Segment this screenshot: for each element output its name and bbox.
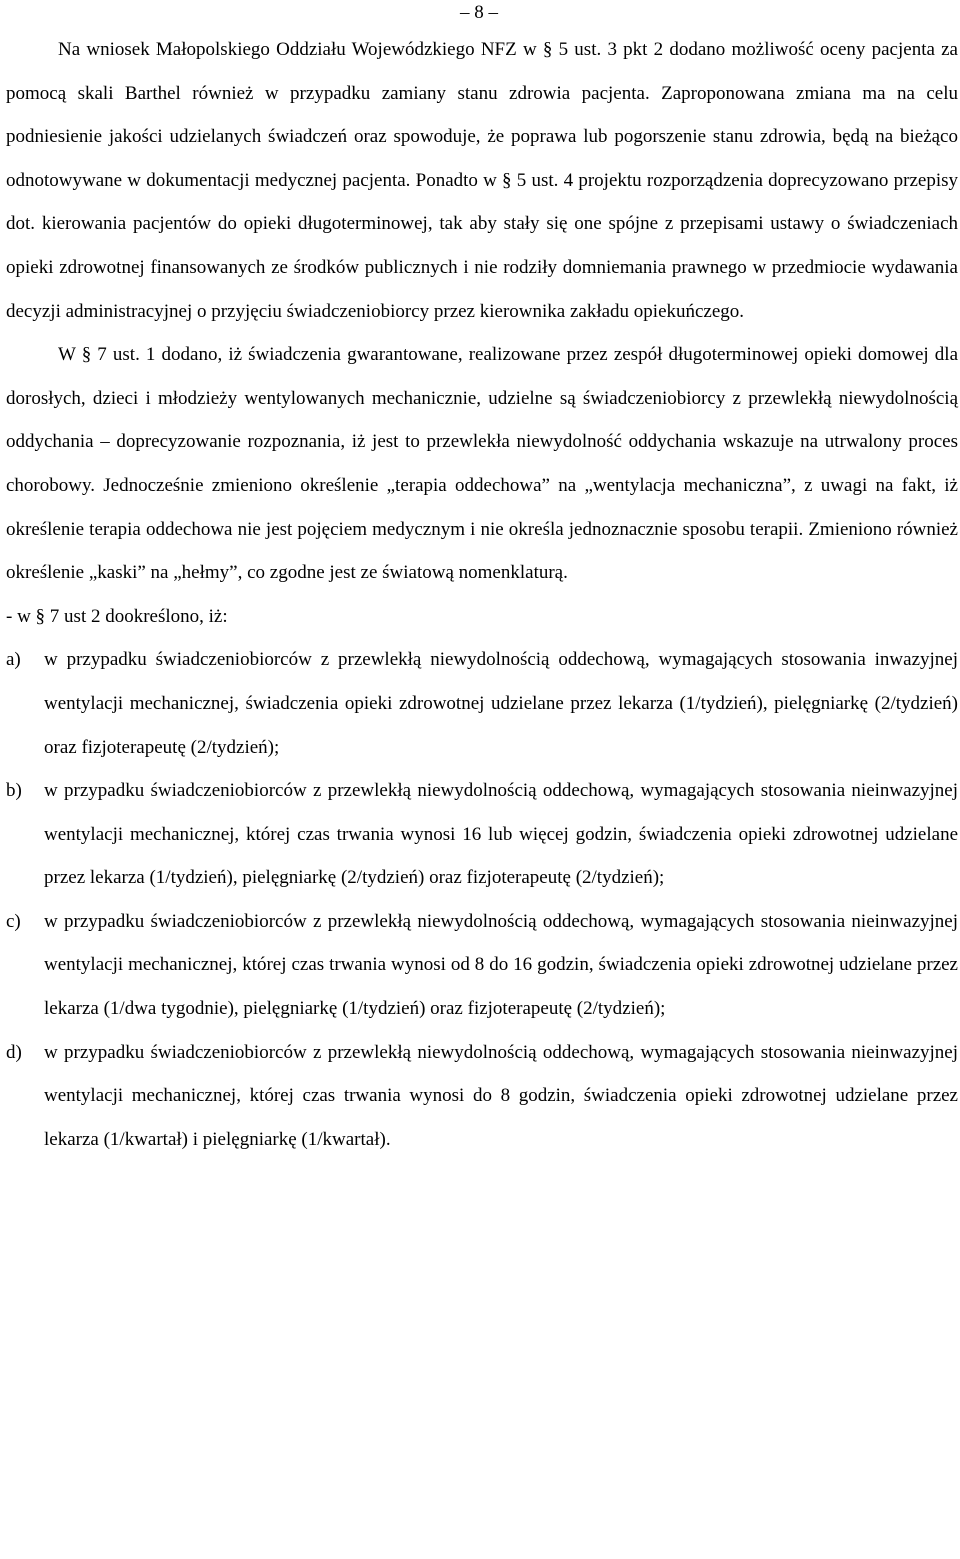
document-page <box>6 0 958 1150</box>
list-item-text: w przypadku świadczeniobiorców z przewlekłą niewydolnością oddechową, wymagających stosowania nieinwazyjnej wentylacji mechanicznej, której czas trwania wynosi do 8 godzin, świadczenia opieki zdrowotnej udzielane przez lekarza (1/kwartał) i pielęgniarkę (1/kwartał). <box>44 1041 958 1150</box>
page-number <box>6 0 958 26</box>
list-item-text: w przypadku świadczeniobiorców z przewlekłą niewydolnością oddechową, wymagających stosowania nieinwazyjnej wentylacji mechanicznej, której czas trwania wynosi od 8 do 16 godzin, świadczenia opieki zdrowotnej udzielane przez lekarza (1/dwa tygodnie), pielęgniarkę (1/tydzień) oraz fizjoterapeutę (2/tydzień); <box>44 910 958 1020</box>
list-item <box>6 769 958 900</box>
paragraph-ventilation: W § 7 ust. 1 dodano, iż świadczenia gwarantowane, realizowane przez zespół długoterminowej opieki domowej dla dorosłych, dzieci i młodzieży wentylowanych mechanicznie, udzielne są świadczeniobiorcy z przewlekłą niewydolnością oddychania – doprecyzowanie rozpoznania, iż jest to przewlekła niewydolność oddychania wskazuje na utrwalony proces chorobowy. Jednocześnie zmieniono określenie „terapia oddechowa” na „wentylacja mechaniczna”, z uwagi na fakt, iż określenie terapia oddechowa nie jest pojęciem medycznym i nie określa jednoznacznie sposobu terapii. Zmieniono również określenie „kaski” na „hełmy”, co zgodne jest ze światową nomenklaturą. <box>6 344 958 584</box>
list-marker: d) <box>6 1041 22 1063</box>
paragraph-list-intro: - w § 7 ust 2 dookreślono, iż: <box>6 605 228 627</box>
list-marker: c) <box>6 910 21 932</box>
list-item-text: w przypadku świadczeniobiorców z przewlekłą niewydolnością oddechową, wymagających stosowania nieinwazyjnej wentylacji mechanicznej, której czas trwania wynosi 16 lub więcej godzin, świadczenia opieki zdrowotnej udzielane przez lekarza (1/tydzień), pielęgniarkę (2/tydzień) oraz fizjoterapeutę (2/tydzień); <box>44 780 958 889</box>
page-number-text: – 8 – <box>460 2 498 23</box>
document-body <box>6 28 958 1161</box>
list-item <box>6 1031 958 1162</box>
list-marker: a) <box>6 649 21 671</box>
list-marker: b) <box>6 780 22 802</box>
list-item <box>6 638 958 769</box>
ventilation-care-list <box>6 638 958 1161</box>
list-item-text: w przypadku świadczeniobiorców z przewlekłą niewydolnością oddechową, wymagających stosowania inwazyjnej wentylacji mechanicznej, świadczenia opieki zdrowotnej udzielane przez lekarza (1/tydzień), pielęgniarkę (2/tydzień) oraz fizjoterapeutę (2/tydzień); <box>44 649 958 758</box>
paragraph-barthel-scale: Na wniosek Małopolskiego Oddziału Wojewódzkiego NFZ w § 5 ust. 3 pkt 2 dodano możliwość oceny pacjenta za pomocą skali Barthel również w przypadku zamiany stanu zdrowia pacjenta. Zaproponowana zmiana ma na celu podniesienie jakości udzielanych świadczeń oraz spowoduje, że poprawa lub pogorszenie stanu zdrowia, będą na bieżąco odnotowywane w dokumentacji medycznej pacjenta. Ponadto w § 5 ust. 4 projektu rozporządzenia doprecyzowano przepisy dot. kierowania pacjentów do opieki długoterminowej, tak aby stały się one spójne z przepisami ustawy o świadczeniach opieki zdrowotnej finansowanych ze środków publicznych i nie rodziły domniemania prawnego w przedmiocie wydawania decyzji administracyjnej o przyjęciu świadczeniobiorcy przez kierownika zakładu opiekuńczego. <box>6 39 958 322</box>
list-item <box>6 900 958 1031</box>
